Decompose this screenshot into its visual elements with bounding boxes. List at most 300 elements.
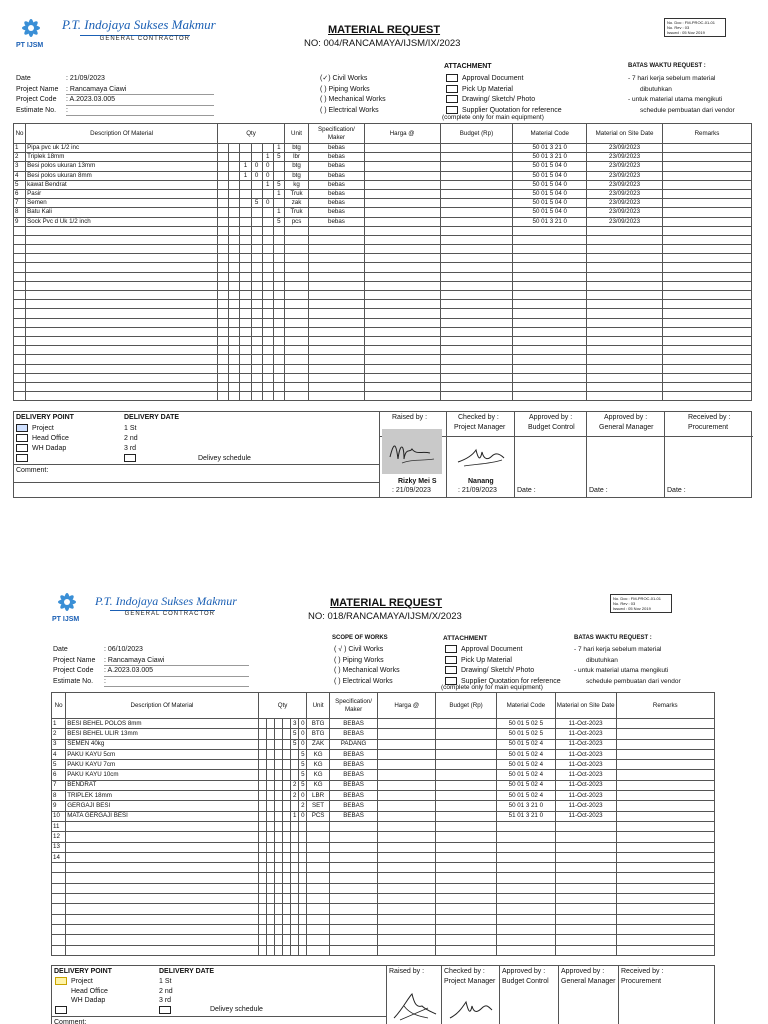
cell-qty-digit <box>240 281 251 290</box>
cell-remarks <box>662 291 751 300</box>
cell-qty-digit <box>251 272 262 281</box>
table-row <box>14 153 752 162</box>
cell-remarks <box>662 382 751 391</box>
estimate-value: : <box>66 106 214 117</box>
doc-issued: Issued : 05 Nov 2019 <box>613 606 651 611</box>
cell-qty-digit <box>218 281 229 290</box>
cell-qty-digit <box>240 245 251 254</box>
cell-spec <box>329 914 378 924</box>
checkbox-extra[interactable] <box>55 1006 67 1014</box>
cell-spec: BEBAS <box>329 719 378 729</box>
cell-remarks <box>616 863 714 873</box>
table-row <box>14 180 752 189</box>
received-label: Received by : <box>688 414 731 421</box>
cell-description <box>26 300 218 309</box>
cell-unit <box>284 392 308 401</box>
cell-spec: PADANG <box>329 739 378 749</box>
cell-code <box>513 336 587 345</box>
cell-qty-digit <box>273 327 284 336</box>
cell-qty-digit <box>240 208 251 217</box>
cell-no: 1 <box>52 719 66 729</box>
table-row <box>14 189 752 198</box>
cell-spec: BEBAS <box>329 791 378 801</box>
cell-spec <box>309 245 365 254</box>
cell-code <box>513 355 587 364</box>
cell-qty-digit <box>229 272 240 281</box>
cell-description: Batu Kali <box>26 208 218 217</box>
cell-remarks <box>662 162 751 171</box>
checkbox-approval[interactable] <box>445 645 457 653</box>
cell-price <box>378 935 436 945</box>
cell-qty-digit <box>251 208 262 217</box>
attachment-quotation: Supplier Quotation for reference <box>462 106 562 114</box>
cell-spec: bebas <box>309 199 365 208</box>
cell-spec: bebas <box>309 171 365 180</box>
cell-spec: bebas <box>309 144 365 153</box>
approval-footer <box>13 411 752 498</box>
cell-qty-digit <box>274 863 282 873</box>
cell-qty-digit: 1 <box>273 144 284 153</box>
cell-site-date: 23/09/2023 <box>587 144 663 153</box>
cell-description <box>26 291 218 300</box>
cell-qty-digit <box>218 336 229 345</box>
cell-unit <box>284 309 308 318</box>
cell-remarks <box>662 373 751 382</box>
cell-qty-digit <box>218 318 229 327</box>
cell-qty-digit <box>240 309 251 318</box>
scope-electrical: ( ) Electrical Works <box>334 677 393 685</box>
cell-code <box>496 945 555 955</box>
cell-qty-digit <box>258 729 266 739</box>
cell-site-date: 11-Oct-2023 <box>555 770 616 780</box>
cell-qty-digit <box>262 272 273 281</box>
cell-qty-digit <box>273 263 284 272</box>
cell-qty-digit <box>283 842 291 852</box>
cell-qty-digit <box>251 355 262 364</box>
cell-qty-digit <box>274 801 282 811</box>
cell-no <box>14 318 26 327</box>
cell-qty-digit <box>266 780 274 790</box>
cell-qty-digit <box>218 144 229 153</box>
cell-qty-digit <box>218 309 229 318</box>
cell-spec: BEBAS <box>329 770 378 780</box>
cell-budget <box>440 235 513 244</box>
checkbox-wh-dadap[interactable] <box>55 996 67 1004</box>
cell-site-date <box>555 935 616 945</box>
cell-spec <box>309 235 365 244</box>
checkbox-schedule[interactable] <box>124 454 136 462</box>
cell-no <box>14 272 26 281</box>
cell-qty-digit <box>251 364 262 373</box>
cell-price <box>364 336 440 345</box>
delivery-date-2: 2 nd <box>159 987 173 995</box>
checked-by-label: Checked by : <box>458 414 499 421</box>
cell-description <box>26 281 218 290</box>
cell-budget <box>440 392 513 401</box>
table-row <box>52 842 715 852</box>
cell-site-date: 11-Oct-2023 <box>555 739 616 749</box>
cell-qty-digit <box>251 382 262 391</box>
cell-qty-digit <box>283 780 291 790</box>
cell-qty-digit <box>266 811 274 821</box>
cell-budget <box>440 144 513 153</box>
cell-description <box>26 226 218 235</box>
cell-site-date <box>555 945 616 955</box>
cell-no: 11 <box>52 821 66 831</box>
cell-qty-digit <box>229 355 240 364</box>
cell-spec <box>309 382 365 391</box>
cell-budget <box>440 208 513 217</box>
table-row <box>14 171 752 180</box>
checkbox-pickup[interactable] <box>446 85 458 93</box>
cell-qty-digit <box>218 272 229 281</box>
cell-price <box>378 883 436 893</box>
cell-site-date <box>555 904 616 914</box>
cell-no <box>14 235 26 244</box>
cell-remarks <box>616 935 714 945</box>
table-row <box>52 770 715 780</box>
cell-spec <box>329 842 378 852</box>
cell-qty-digit <box>240 217 251 226</box>
attachment-title: ATTACHMENT <box>443 635 488 642</box>
cell-site-date: 11-Oct-2023 <box>555 780 616 790</box>
cell-spec: BEBAS <box>329 780 378 790</box>
cell-qty-digit <box>218 346 229 355</box>
scope-title: SCOPE OF WORKS <box>332 635 388 641</box>
cell-no <box>14 364 26 373</box>
cell-qty-digit <box>240 263 251 272</box>
cell-description <box>66 873 259 883</box>
comment-label: Comment: <box>16 467 49 474</box>
checkbox-schedule[interactable] <box>159 1006 171 1014</box>
project-name-value: : Rancamaya Ciawi <box>66 85 214 96</box>
cell-price <box>364 217 440 226</box>
cell-remarks <box>662 245 751 254</box>
cell-code <box>496 894 555 904</box>
cell-remarks <box>616 945 714 955</box>
cell-code <box>513 327 587 336</box>
approved1-date: Date : <box>517 487 536 494</box>
cell-code <box>513 382 587 391</box>
raised-by-label: Raised by : <box>392 414 428 421</box>
attachment-title: ATTACHMENT <box>444 63 492 70</box>
cell-site-date <box>587 291 663 300</box>
attachment-drawing: Drawing/ Sketch/ Photo <box>462 96 536 103</box>
cell-qty-digit <box>229 281 240 290</box>
cell-qty-digit <box>262 346 273 355</box>
checkbox-project[interactable] <box>55 977 67 985</box>
project-code-label: Project Code <box>53 667 94 674</box>
cell-qty-digit <box>229 336 240 345</box>
cell-no <box>14 254 26 263</box>
cell-qty-digit <box>266 883 274 893</box>
cell-budget <box>436 821 497 831</box>
table-row <box>14 226 752 235</box>
cell-budget <box>436 749 497 759</box>
cell-qty-digit <box>258 760 266 770</box>
cell-budget <box>440 327 513 336</box>
cell-price <box>364 272 440 281</box>
cell-qty-digit <box>274 821 282 831</box>
cell-remarks <box>662 281 751 290</box>
cell-price <box>364 309 440 318</box>
cell-qty-digit <box>218 382 229 391</box>
cell-no: 8 <box>14 208 26 217</box>
cell-remarks <box>662 208 751 217</box>
cell-unit <box>284 336 308 345</box>
cell-description: Pasir <box>26 189 218 198</box>
table-row <box>14 355 752 364</box>
checked-role: Project Manager <box>454 424 506 431</box>
cell-qty-digit <box>291 894 299 904</box>
cell-code <box>513 373 587 382</box>
cell-remarks <box>616 770 714 780</box>
cell-qty-digit <box>266 935 274 945</box>
cell-description: Semen <box>26 199 218 208</box>
table-row <box>52 863 715 873</box>
delivery-date-label: DELIVERY DATE <box>159 968 215 975</box>
cell-qty-digit <box>240 153 251 162</box>
received-role: Procurement <box>621 978 662 985</box>
cell-code: 50 01 5 02 5 <box>496 729 555 739</box>
cell-qty-digit <box>274 883 282 893</box>
cell-qty-digit <box>283 760 291 770</box>
col-price: Harga @ <box>364 124 440 144</box>
checkbox-approval[interactable] <box>446 74 458 82</box>
cell-unit <box>284 254 308 263</box>
checkbox-head-office[interactable] <box>55 987 67 995</box>
cell-price <box>364 245 440 254</box>
cell-remarks <box>616 760 714 770</box>
cell-budget <box>440 336 513 345</box>
cell-description <box>26 355 218 364</box>
cell-unit: BTG <box>307 729 329 739</box>
cell-qty-digit <box>299 832 307 842</box>
cell-spec <box>329 883 378 893</box>
cell-qty-digit <box>274 729 282 739</box>
cell-code: 50 01 5 02 4 <box>496 780 555 790</box>
approved1-label: Approved by : <box>529 414 573 421</box>
cell-code <box>496 832 555 842</box>
cell-qty-digit: 5 <box>299 760 307 770</box>
cell-qty-digit <box>218 327 229 336</box>
cell-budget <box>436 770 497 780</box>
cell-qty-digit <box>218 189 229 198</box>
cell-code: 50 01 5 02 5 <box>496 719 555 729</box>
cell-qty-digit <box>283 719 291 729</box>
cell-spec <box>309 226 365 235</box>
cell-description <box>26 309 218 318</box>
cell-description: Besi polos ukuran 8mm <box>26 171 218 180</box>
cell-site-date: 23/09/2023 <box>587 180 663 189</box>
cell-spec <box>329 863 378 873</box>
cell-unit <box>307 852 329 862</box>
cell-remarks <box>616 729 714 739</box>
cell-code <box>496 914 555 924</box>
cell-site-date: 23/09/2023 <box>587 217 663 226</box>
cell-code <box>496 924 555 934</box>
cell-qty-digit <box>274 914 282 924</box>
attachment-approval: Approval Document <box>462 75 524 82</box>
deadline-line-2: dibutuhkan <box>586 656 618 664</box>
cell-code: 50 01 5 04 0 <box>513 162 587 171</box>
cell-qty-digit <box>273 364 284 373</box>
cell-site-date <box>555 842 616 852</box>
deadline-title: BATAS WAKTU REQUEST : <box>628 63 706 69</box>
cell-code <box>496 935 555 945</box>
cell-qty-digit <box>283 770 291 780</box>
checkbox-drawing[interactable] <box>445 666 457 674</box>
cell-qty-digit <box>291 749 299 759</box>
delivery-date-1: 1 St <box>159 978 172 985</box>
cell-budget <box>440 291 513 300</box>
cell-qty-digit: 0 <box>262 162 273 171</box>
cell-code <box>496 904 555 914</box>
cell-price <box>364 281 440 290</box>
doc-rev: No. Rev : 03 <box>667 25 690 30</box>
checkbox-pickup[interactable] <box>445 656 457 664</box>
cell-code <box>496 873 555 883</box>
cell-remarks <box>662 263 751 272</box>
checkbox-head-office[interactable] <box>16 434 28 442</box>
cell-remarks <box>616 780 714 790</box>
cell-qty-digit: 5 <box>291 739 299 749</box>
delivery-schedule-label: Delivey schedule <box>210 1006 263 1013</box>
table-row <box>52 791 715 801</box>
cell-site-date: 23/09/2023 <box>587 162 663 171</box>
checkbox-quotation[interactable] <box>446 106 458 114</box>
cell-description <box>66 863 259 873</box>
cell-qty-digit <box>283 832 291 842</box>
cell-qty-digit: 0 <box>251 162 262 171</box>
cell-price <box>364 171 440 180</box>
checked-name: Nanang <box>468 478 494 485</box>
cell-qty-digit <box>258 914 266 924</box>
cell-spec: bebas <box>309 153 365 162</box>
cell-spec <box>329 924 378 934</box>
col-unit: Unit <box>307 693 329 719</box>
attachment-drawing: Drawing/ Sketch/ Photo <box>461 667 535 674</box>
cell-qty-digit <box>229 254 240 263</box>
cell-qty-digit: 0 <box>251 171 262 180</box>
cell-unit: ZAK <box>307 739 329 749</box>
cell-budget <box>436 873 497 883</box>
company-abbr: PT IJSM <box>16 42 44 49</box>
cell-description: Besi polos ukuran 13mm <box>26 162 218 171</box>
cell-qty-digit <box>229 226 240 235</box>
cell-site-date <box>555 894 616 904</box>
cell-qty-digit <box>266 791 274 801</box>
cell-qty-digit <box>240 226 251 235</box>
cell-remarks <box>662 199 751 208</box>
deadline-line-2: dibutuhkan <box>640 85 672 93</box>
cell-spec: BEBAS <box>329 801 378 811</box>
cell-spec <box>309 336 365 345</box>
delivery-points <box>55 977 108 1015</box>
cell-qty-digit <box>283 852 291 862</box>
scope-piping: ( ) Piping Works <box>334 656 384 664</box>
cell-qty-digit <box>266 894 274 904</box>
cell-qty-digit <box>229 263 240 272</box>
cell-remarks <box>662 346 751 355</box>
cell-no <box>14 309 26 318</box>
cell-unit <box>284 346 308 355</box>
cell-qty-digit <box>266 873 274 883</box>
table-header-row <box>52 693 715 719</box>
attachment-quotation: Supplier Quotation for reference <box>461 677 561 685</box>
cell-qty-digit: 5 <box>299 770 307 780</box>
checkbox-extra[interactable] <box>16 454 28 462</box>
cell-qty-digit <box>229 382 240 391</box>
cell-price <box>364 392 440 401</box>
cell-qty-digit <box>299 873 307 883</box>
cell-remarks <box>616 749 714 759</box>
checkbox-drawing[interactable] <box>446 95 458 103</box>
deadline-line-4: schedule pembuatan dari vendor <box>586 677 681 685</box>
cell-qty-digit: 0 <box>299 739 307 749</box>
cell-spec: BEBAS <box>329 749 378 759</box>
cell-budget <box>436 739 497 749</box>
cell-site-date: 11-Oct-2023 <box>555 801 616 811</box>
cell-description: PAKU KAYU 7cm <box>66 760 259 770</box>
cell-no <box>52 935 66 945</box>
cell-qty-digit <box>258 883 266 893</box>
cell-qty-digit <box>283 739 291 749</box>
cell-qty-digit: 2 <box>299 801 307 811</box>
cell-spec: BEBAS <box>329 729 378 739</box>
col-description: Description Of Material <box>26 124 218 144</box>
cell-unit <box>307 832 329 842</box>
delivery-head-office: Head Office <box>71 987 108 995</box>
project-code-value: : A.2023.03.005 <box>104 666 249 677</box>
cell-no <box>52 914 66 924</box>
cell-qty-digit <box>262 144 273 153</box>
cell-price <box>378 873 436 883</box>
table-row <box>52 719 715 729</box>
cell-qty-digit <box>229 300 240 309</box>
checkbox-project[interactable] <box>16 424 28 432</box>
cell-qty-digit <box>240 327 251 336</box>
checkbox-wh-dadap[interactable] <box>16 444 28 452</box>
cell-budget <box>440 382 513 391</box>
table-row <box>52 832 715 842</box>
cell-spec: BEBAS <box>329 760 378 770</box>
cell-budget <box>440 364 513 373</box>
company-name: P.T. Indojaya Sukses Makmur <box>95 594 237 608</box>
cell-price <box>378 749 436 759</box>
cell-no: 7 <box>52 780 66 790</box>
doc-no: No. Doc : FM-PROC-01-01 <box>613 596 662 601</box>
cell-code: 50 01 3 21 0 <box>513 153 587 162</box>
project-name-label: Project Name <box>16 85 59 93</box>
scope-of-works <box>320 74 386 116</box>
cell-qty-digit: 0 <box>299 811 307 821</box>
cell-unit <box>307 821 329 831</box>
delivery-wh-dadap: WH Dadap <box>32 445 67 452</box>
cell-qty-digit <box>258 863 266 873</box>
cell-unit <box>284 235 308 244</box>
project-code-label: Project Code <box>16 96 57 103</box>
cell-site-date: 11-Oct-2023 <box>555 719 616 729</box>
raised-signature <box>388 988 440 1024</box>
cell-code: 50 01 5 02 4 <box>496 739 555 749</box>
approved1-role: Budget Control <box>502 978 549 985</box>
cell-description <box>26 373 218 382</box>
checked-signature <box>450 438 510 474</box>
cell-qty-digit <box>218 208 229 217</box>
cell-qty-digit: 2 <box>291 791 299 801</box>
cell-site-date: 11-Oct-2023 <box>555 749 616 759</box>
